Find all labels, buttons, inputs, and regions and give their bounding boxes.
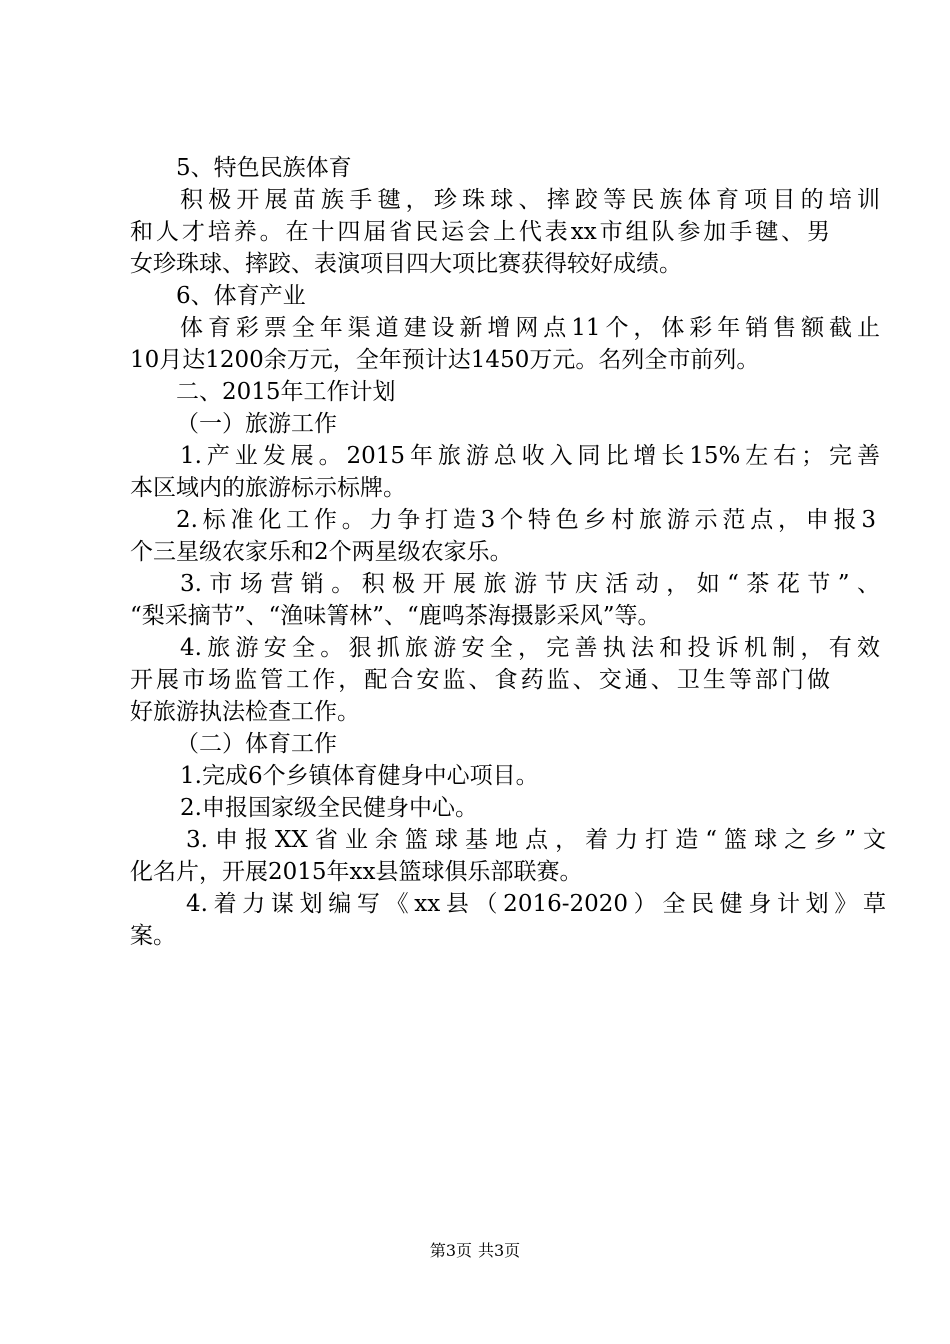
page-footer (0, 1241, 950, 1261)
heading-sports-industry: 6、体育产业 (176, 283, 306, 309)
list-item-line: 本区域内的旅游标示标牌。 (130, 475, 406, 501)
list-item-line: 2.申报国家级全民健身中心。 (180, 795, 478, 821)
heading-sports-work: （二）体育工作 (176, 731, 337, 757)
paragraph-line: 女珍珠球、摔跤、表演项目四大项比赛获得较好成绩。 (130, 251, 682, 277)
list-item-line: 1.产业发展。2015年旅游总收入同比增长15%左右；完善 (180, 443, 880, 469)
document-body (130, 152, 886, 952)
list-item-line: 化名片，开展2015年xx县篮球俱乐部联赛。 (130, 859, 583, 885)
paragraph-line: 体育彩票全年渠道建设新增网点11个，体彩年销售额截止 (180, 315, 880, 341)
paragraph-line: 积极开展苗族手毽，珍珠球、摔跤等民族体育项目的培训 (180, 187, 880, 213)
heading-2015-plan: 二、2015年工作计划 (176, 379, 396, 405)
heading-tourism-work: （一）旅游工作 (176, 411, 337, 437)
list-item-line: 开展市场监管工作，配合安监、食药监、交通、卫生等部门做 (130, 667, 830, 693)
paragraph-line: 10月达1200余万元，全年预计达1450万元。名列全市前列。 (130, 347, 760, 373)
list-item-line: 1.完成6个乡镇体育健身中心项目。 (180, 763, 539, 789)
list-item-line: 个三星级农家乐和2个两星级农家乐。 (130, 539, 513, 565)
list-item-line: “梨采摘节”、“渔味箐林”、“鹿鸣茶海摄影采风”等。 (130, 603, 661, 629)
list-item-line: 3.市场营销。积极开展旅游节庆活动，如“茶花节”、 (180, 571, 880, 597)
list-item-line: 4.旅游安全。狠抓旅游安全，完善执法和投诉机制，有效 (180, 635, 880, 661)
page-number-total: 共3页 (478, 1241, 521, 1260)
list-item-line: 4.着力谋划编写《xx县（2016-2020）全民健身计划》草 (186, 891, 886, 917)
list-item-line: 案。 (130, 923, 176, 949)
heading-ethnic-sports: 5、特色民族体育 (176, 155, 352, 181)
list-item-line: 3.申报XX省业余篮球基地点，着力打造“篮球之乡”文 (186, 827, 886, 853)
page-number-current: 第3页 (429, 1241, 472, 1260)
list-item-line: 好旅游执法检查工作。 (130, 699, 360, 725)
paragraph-line: 和人才培养。在十四届省民运会上代表xx市组队参加手毽、男 (130, 219, 830, 245)
list-item-line: 2.标准化工作。力争打造3个特色乡村旅游示范点，申报3 (176, 507, 876, 533)
